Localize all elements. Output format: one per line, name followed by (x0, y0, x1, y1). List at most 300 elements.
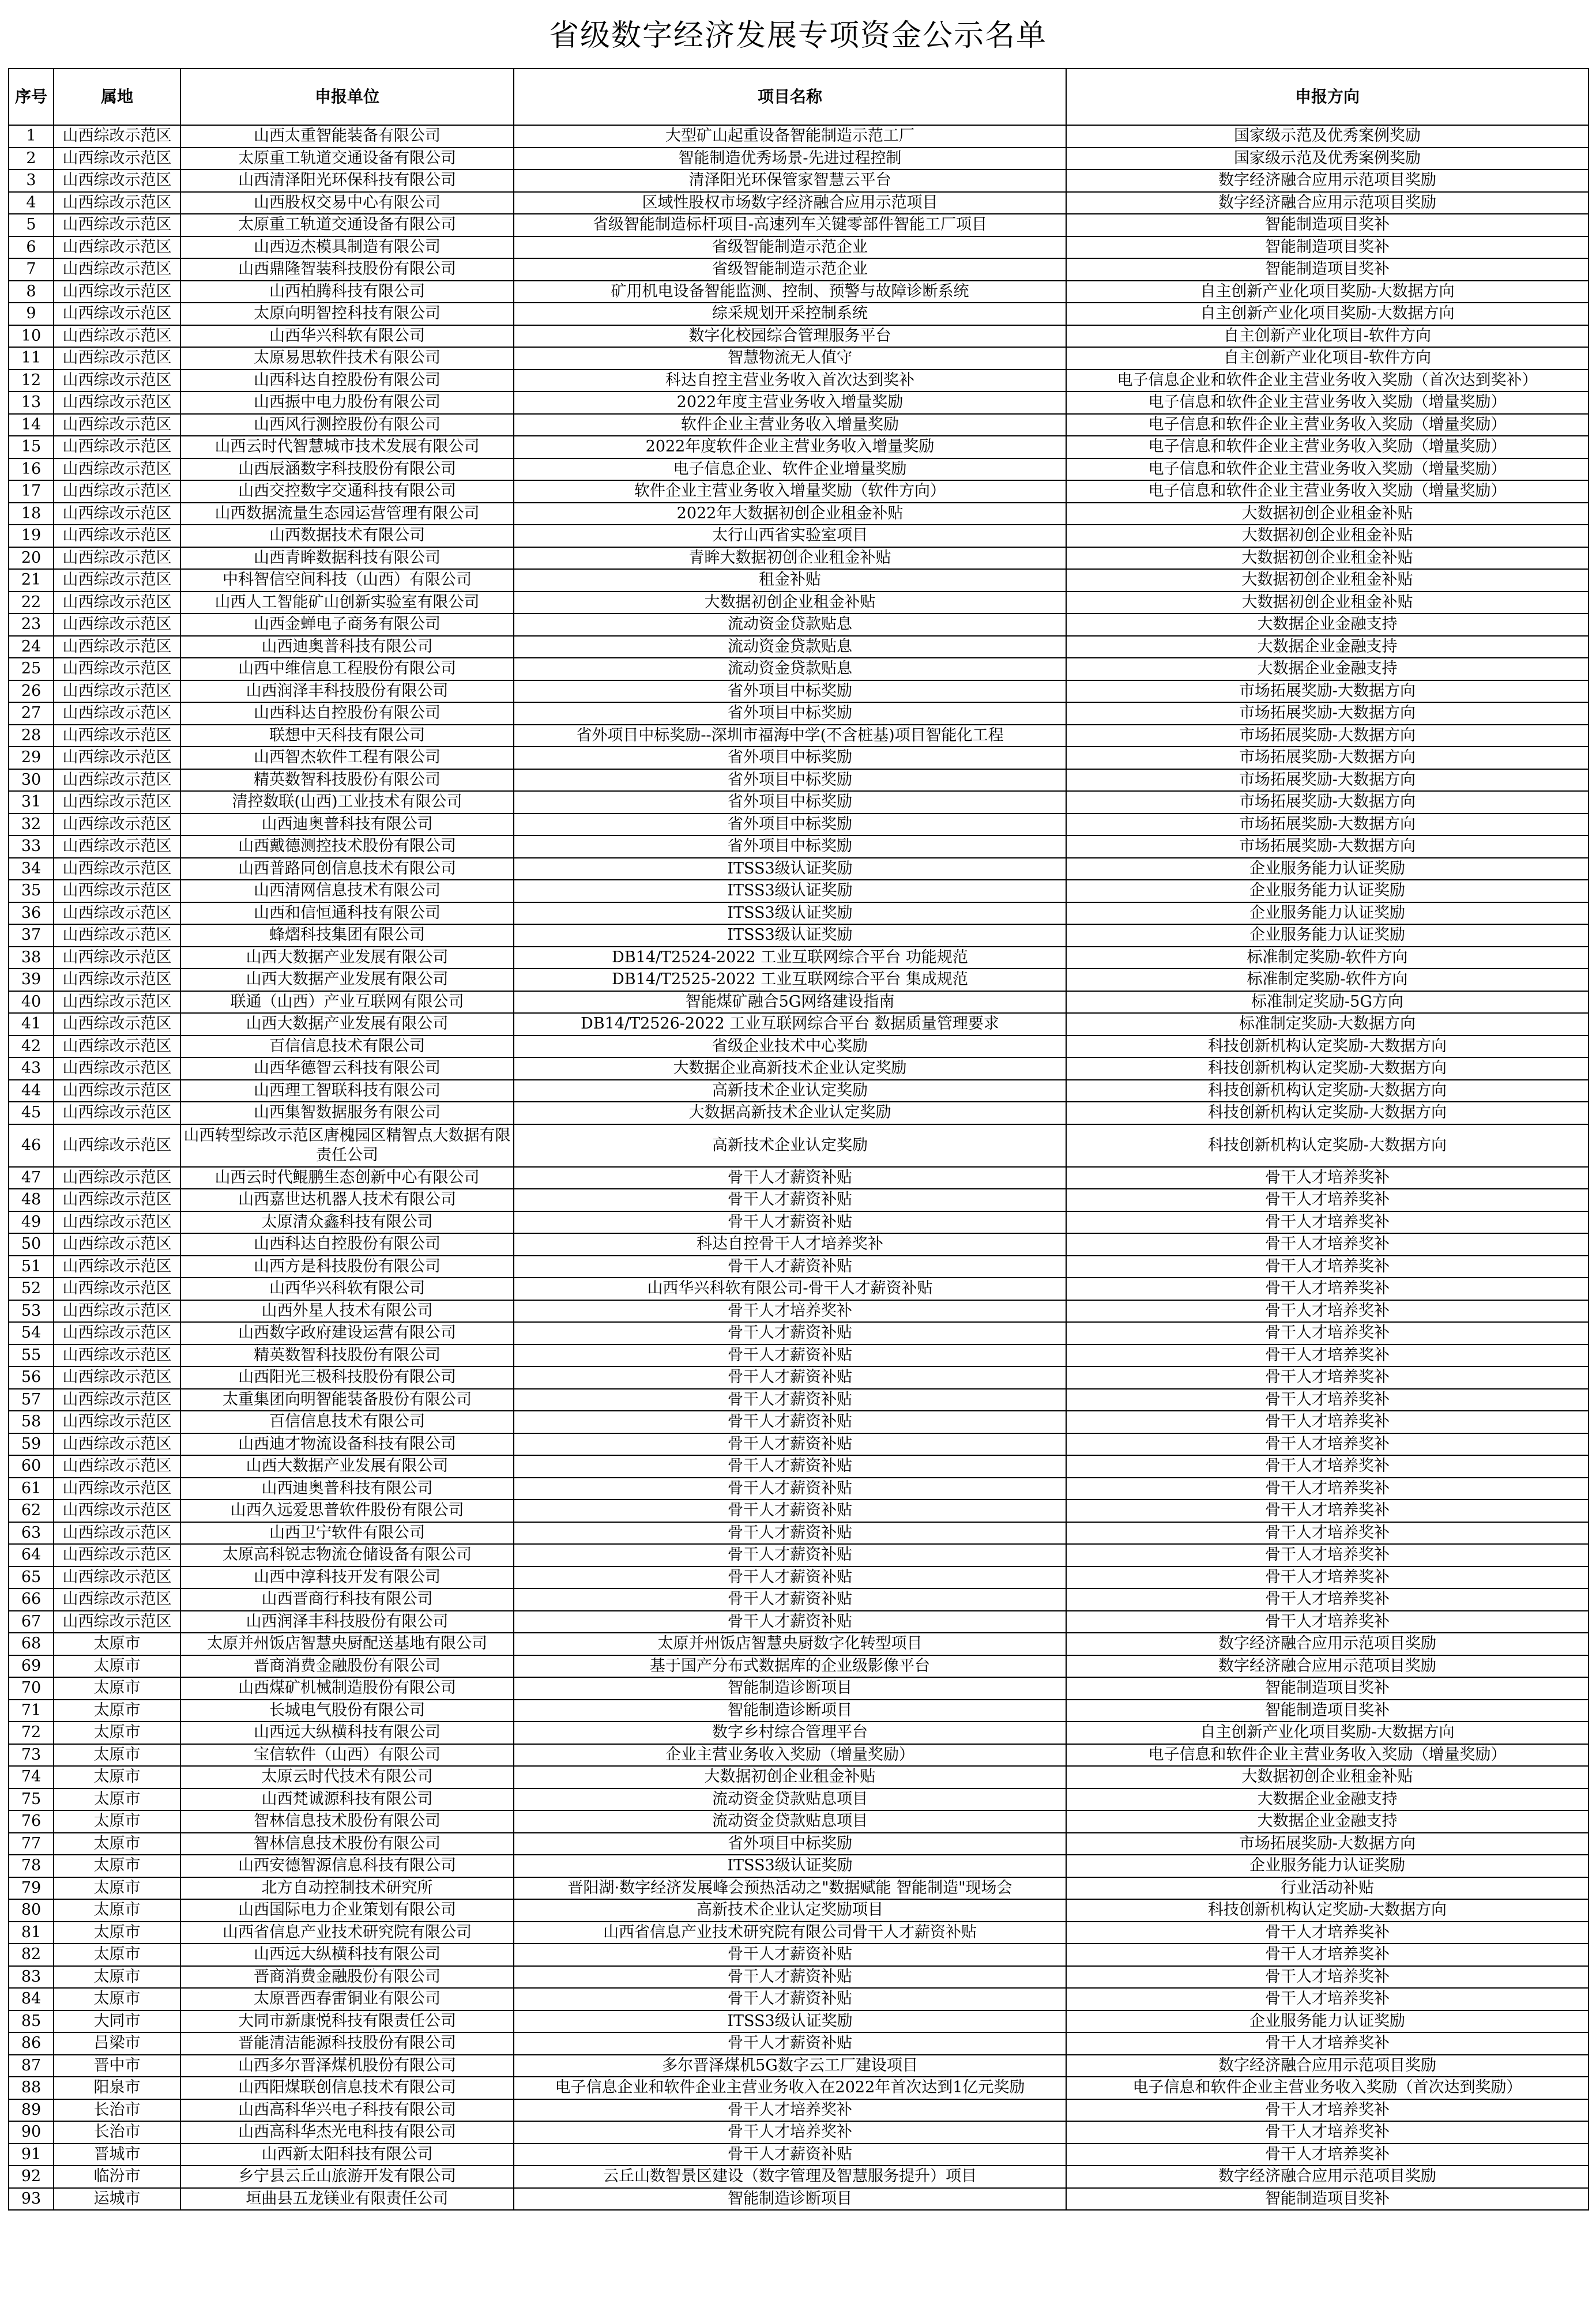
cell-region: 晋城市 (54, 2144, 180, 2166)
cell-project-name: 省外项目中标奖励 (514, 814, 1066, 836)
cell-index: 86 (9, 2032, 54, 2055)
cell-region: 太原市 (54, 1855, 180, 1877)
cell-region: 山西综改示范区 (54, 1102, 180, 1124)
cell-applicant: 山西大数据产业发展有限公司 (180, 947, 514, 969)
table-row (9, 1966, 1589, 1989)
cell-direction: 骨干人才培养奖补 (1066, 2144, 1589, 2166)
cell-project-name: 骨干人才薪资补贴 (514, 1189, 1066, 1211)
cell-region: 山西综改示范区 (54, 125, 180, 148)
cell-region: 山西综改示范区 (54, 1411, 180, 1433)
cell-region: 山西综改示范区 (54, 480, 180, 503)
table-row (9, 1944, 1589, 1966)
cell-region: 太原市 (54, 1922, 180, 1944)
cell-region: 山西综改示范区 (54, 1455, 180, 1478)
cell-index: 13 (9, 391, 54, 414)
cell-index: 10 (9, 325, 54, 348)
table-row (9, 1124, 1589, 1167)
cell-index: 32 (9, 814, 54, 836)
cell-direction: 市场拓展奖励-大数据方向 (1066, 814, 1589, 836)
cell-project-name: 智能制造诊断项目 (514, 1700, 1066, 1722)
cell-index: 1 (9, 125, 54, 148)
cell-index: 70 (9, 1677, 54, 1700)
cell-region: 山西综改示范区 (54, 769, 180, 792)
cell-project-name: 高新技术企业认定奖励项目 (514, 1899, 1066, 1922)
cell-region: 山西综改示范区 (54, 1588, 180, 1611)
cell-project-name: 智慧物流无人值守 (514, 347, 1066, 370)
cell-applicant: 晋能清洁能源科技股份有限公司 (180, 2032, 514, 2055)
cell-region: 太原市 (54, 1966, 180, 1989)
table-row (9, 1102, 1589, 1124)
table-row (9, 1366, 1589, 1389)
cell-region: 阳泉市 (54, 2077, 180, 2099)
cell-direction: 大数据初创企业租金补贴 (1066, 592, 1589, 614)
table-row (9, 1588, 1589, 1611)
cell-applicant: 山西中维信息工程股份有限公司 (180, 658, 514, 680)
cell-applicant: 山西转型综改示范区唐槐园区精智点大数据有限责任公司 (180, 1124, 514, 1167)
cell-applicant: 山西集智数据服务有限公司 (180, 1102, 514, 1124)
cell-project-name: DB14/T2524-2022 工业互联网综合平台 功能规范 (514, 947, 1066, 969)
cell-direction: 骨干人才培养奖补 (1066, 1988, 1589, 2010)
cell-direction: 骨干人才培养奖补 (1066, 1500, 1589, 1522)
cell-direction: 数字经济融合应用示范项目奖励 (1066, 2166, 1589, 2188)
cell-project-name: 骨干人才薪资补贴 (514, 1522, 1066, 1545)
cell-applicant: 山西煤矿机械制造股份有限公司 (180, 1677, 514, 1700)
table-row (9, 1500, 1589, 1522)
cell-region: 山西综改示范区 (54, 991, 180, 1014)
cell-applicant: 山西柏腾科技有限公司 (180, 281, 514, 303)
cell-index: 16 (9, 458, 54, 481)
cell-project-name: 软件企业主营业务收入增量奖励 (514, 414, 1066, 436)
table-row (9, 1611, 1589, 1633)
cell-direction: 电子信息企业和软件企业主营业务收入奖励（首次达到奖补） (1066, 370, 1589, 392)
cell-region: 山西综改示范区 (54, 347, 180, 370)
cell-direction: 智能制造项目奖补 (1066, 1677, 1589, 1700)
cell-direction: 骨干人才培养奖补 (1066, 1278, 1589, 1300)
cell-applicant: 山西华德智云科技有限公司 (180, 1057, 514, 1080)
cell-region: 山西综改示范区 (54, 858, 180, 880)
cell-region: 山西综改示范区 (54, 370, 180, 392)
table-row (9, 1899, 1589, 1922)
cell-project-name: 骨干人才薪资补贴 (514, 1256, 1066, 1278)
cell-project-name: 骨干人才薪资补贴 (514, 1544, 1066, 1567)
cell-project-name: 省外项目中标奖励 (514, 791, 1066, 814)
cell-region: 山西综改示范区 (54, 1278, 180, 1300)
cell-region: 山西综改示范区 (54, 1189, 180, 1211)
cell-index: 15 (9, 436, 54, 458)
cell-applicant: 大同市新康悦科技有限责任公司 (180, 2010, 514, 2033)
table-row (9, 1300, 1589, 1323)
cell-project-name: 大数据高新技术企业认定奖励 (514, 1102, 1066, 1124)
table-row (9, 1189, 1589, 1211)
cell-applicant: 山西迪奥普科技有限公司 (180, 1478, 514, 1500)
cell-project-name: 骨干人才薪资补贴 (514, 1478, 1066, 1500)
cell-direction: 骨干人才培养奖补 (1066, 2121, 1589, 2144)
table-row (9, 924, 1589, 947)
cell-index: 2 (9, 148, 54, 170)
cell-project-name: ITSS3级认证奖励 (514, 2010, 1066, 2033)
cell-index: 11 (9, 347, 54, 370)
cell-region: 山西综改示范区 (54, 1080, 180, 1102)
cell-index: 93 (9, 2188, 54, 2211)
cell-region: 长治市 (54, 2121, 180, 2144)
cell-applicant: 联通（山西）产业互联网有限公司 (180, 991, 514, 1014)
cell-project-name: 大数据企业高新技术企业认定奖励 (514, 1057, 1066, 1080)
cell-project-name: 省级企业技术中心奖励 (514, 1035, 1066, 1058)
cell-index: 68 (9, 1633, 54, 1655)
cell-region: 山西综改示范区 (54, 880, 180, 902)
cell-project-name: 骨干人才薪资补贴 (514, 1966, 1066, 1989)
cell-region: 山西综改示范区 (54, 569, 180, 592)
cell-index: 71 (9, 1700, 54, 1722)
cell-project-name: 电子信息企业、软件企业增量奖励 (514, 458, 1066, 481)
table-row (9, 458, 1589, 481)
table-row (9, 747, 1589, 769)
cell-direction: 自主创新产业化项目奖励-大数据方向 (1066, 281, 1589, 303)
cell-project-name: ITSS3级认证奖励 (514, 902, 1066, 925)
cell-region: 山西综改示范区 (54, 1389, 180, 1411)
cell-applicant: 北方自动控制技术研究所 (180, 1877, 514, 1900)
cell-region: 太原市 (54, 1988, 180, 2010)
cell-region: 临汾市 (54, 2166, 180, 2188)
cell-direction: 智能制造项目奖补 (1066, 236, 1589, 259)
cell-direction: 市场拓展奖励-大数据方向 (1066, 680, 1589, 703)
cell-direction: 企业服务能力认证奖励 (1066, 902, 1589, 925)
cell-index: 14 (9, 414, 54, 436)
cell-project-name: 云丘山数智景区建设（数字管理及智慧服务提升）项目 (514, 2166, 1066, 2188)
cell-index: 72 (9, 1722, 54, 1744)
cell-index: 18 (9, 503, 54, 525)
cell-index: 47 (9, 1167, 54, 1189)
cell-index: 84 (9, 1988, 54, 2010)
table-row (9, 902, 1589, 925)
cell-applicant: 山西润泽丰科技股份有限公司 (180, 680, 514, 703)
cell-applicant: 山西大数据产业发展有限公司 (180, 1013, 514, 1035)
cell-region: 山西综改示范区 (54, 791, 180, 814)
cell-index: 79 (9, 1877, 54, 1900)
cell-project-name: 省级智能制造示范企业 (514, 258, 1066, 281)
table-row (9, 2010, 1589, 2033)
cell-direction: 科技创新机构认定奖励-大数据方向 (1066, 1057, 1589, 1080)
cell-applicant: 山西久远爱思普软件股份有限公司 (180, 1500, 514, 1522)
table-row (9, 1788, 1589, 1811)
cell-direction: 骨干人才培养奖补 (1066, 1544, 1589, 1567)
cell-applicant: 长城电气股份有限公司 (180, 1700, 514, 1722)
cell-applicant: 山西迪奥普科技有限公司 (180, 636, 514, 658)
cell-project-name: 智能煤矿融合5G网络建设指南 (514, 991, 1066, 1014)
cell-region: 山西综改示范区 (54, 1211, 180, 1234)
cell-project-name: 骨干人才薪资补贴 (514, 1455, 1066, 1478)
cell-direction: 企业服务能力认证奖励 (1066, 924, 1589, 947)
cell-project-name: 省外项目中标奖励 (514, 835, 1066, 858)
cell-index: 60 (9, 1455, 54, 1478)
header-project-name: 项目名称 (514, 69, 1066, 125)
cell-direction: 电子信息和软件企业主营业务收入奖励（首次达到奖励） (1066, 2077, 1589, 2099)
cell-applicant: 太原重工轨道交通设备有限公司 (180, 214, 514, 236)
cell-region: 山西综改示范区 (54, 503, 180, 525)
cell-project-name: 大数据初创企业租金补贴 (514, 1766, 1066, 1788)
cell-direction: 骨干人才培养奖补 (1066, 1611, 1589, 1633)
cell-region: 吕梁市 (54, 2032, 180, 2055)
cell-region: 山西综改示范区 (54, 747, 180, 769)
cell-region: 山西综改示范区 (54, 725, 180, 747)
table-row (9, 1677, 1589, 1700)
cell-project-name: 骨干人才薪资补贴 (514, 2144, 1066, 2166)
cell-index: 24 (9, 636, 54, 658)
cell-region: 山西综改示范区 (54, 525, 180, 547)
cell-index: 27 (9, 702, 54, 725)
cell-project-name: 省外项目中标奖励--深圳市福海中学(不含桩基)项目智能化工程 (514, 725, 1066, 747)
cell-region: 长治市 (54, 2099, 180, 2122)
cell-index: 92 (9, 2166, 54, 2188)
cell-applicant: 山西晋商行科技有限公司 (180, 1588, 514, 1611)
cell-region: 山西综改示范区 (54, 835, 180, 858)
table-row (9, 969, 1589, 991)
cell-region: 山西综改示范区 (54, 414, 180, 436)
cell-applicant: 山西数字政府建设运营有限公司 (180, 1322, 514, 1345)
cell-index: 80 (9, 1899, 54, 1922)
cell-applicant: 山西鼎隆智装科技股份有限公司 (180, 258, 514, 281)
cell-region: 山西综改示范区 (54, 658, 180, 680)
cell-direction: 数字经济融合应用示范项目奖励 (1066, 170, 1589, 192)
cell-applicant: 乡宁县云丘山旅游开发有限公司 (180, 2166, 514, 2188)
cell-applicant: 太原并州饭店智慧央厨配送基地有限公司 (180, 1633, 514, 1655)
cell-project-name: 骨干人才薪资补贴 (514, 2032, 1066, 2055)
cell-region: 山西综改示范区 (54, 1500, 180, 1522)
cell-region: 太原市 (54, 1788, 180, 1811)
cell-direction: 自主创新产业化项目-软件方向 (1066, 325, 1589, 348)
cell-direction: 市场拓展奖励-大数据方向 (1066, 1833, 1589, 1855)
cell-direction: 自主创新产业化项目-软件方向 (1066, 347, 1589, 370)
cell-applicant: 精英数智科技股份有限公司 (180, 1345, 514, 1367)
cell-index: 12 (9, 370, 54, 392)
cell-index: 51 (9, 1256, 54, 1278)
cell-applicant: 山西华兴科软有限公司 (180, 1278, 514, 1300)
table-row (9, 347, 1589, 370)
cell-index: 74 (9, 1766, 54, 1788)
cell-direction: 科技创新机构认定奖励-大数据方向 (1066, 1102, 1589, 1124)
cell-direction: 骨干人才培养奖补 (1066, 1433, 1589, 1456)
cell-applicant: 太原重工轨道交通设备有限公司 (180, 148, 514, 170)
cell-direction: 骨干人才培养奖补 (1066, 1167, 1589, 1189)
cell-applicant: 山西中淳科技开发有限公司 (180, 1567, 514, 1589)
cell-region: 太原市 (54, 1944, 180, 1966)
table-row (9, 725, 1589, 747)
cell-applicant: 山西梵诚源科技有限公司 (180, 1788, 514, 1811)
table-row (9, 125, 1589, 148)
cell-direction: 智能制造项目奖补 (1066, 258, 1589, 281)
table-row (9, 658, 1589, 680)
table-header-row (9, 69, 1589, 125)
cell-project-name: 骨干人才薪资补贴 (514, 1433, 1066, 1456)
cell-region: 山西综改示范区 (54, 1345, 180, 1367)
cell-applicant: 山西高科华兴电子科技有限公司 (180, 2099, 514, 2122)
cell-applicant: 山西嘉世达机器人技术有限公司 (180, 1189, 514, 1211)
cell-direction: 市场拓展奖励-大数据方向 (1066, 835, 1589, 858)
cell-project-name: 骨干人才培养奖补 (514, 2099, 1066, 2122)
cell-project-name: 省外项目中标奖励 (514, 702, 1066, 725)
cell-direction: 骨干人才培养奖补 (1066, 1522, 1589, 1545)
fund-list-table (8, 68, 1589, 2211)
cell-applicant: 太原云时代技术有限公司 (180, 1766, 514, 1788)
cell-project-name: 科达自控骨干人才培养奖补 (514, 1233, 1066, 1256)
cell-index: 41 (9, 1013, 54, 1035)
cell-project-name: 基于国产分布式数据库的企业级影像平台 (514, 1655, 1066, 1678)
cell-index: 22 (9, 592, 54, 614)
cell-region: 山西综改示范区 (54, 1433, 180, 1456)
cell-direction: 电子信息和软件企业主营业务收入奖励（增量奖励） (1066, 414, 1589, 436)
table-row (9, 569, 1589, 592)
cell-project-name: 骨干人才薪资补贴 (514, 1588, 1066, 1611)
cell-project-name: 软件企业主营业务收入增量奖励（软件方向） (514, 480, 1066, 503)
cell-direction: 企业服务能力认证奖励 (1066, 880, 1589, 902)
cell-index: 87 (9, 2055, 54, 2077)
cell-project-name: 青眸大数据初创企业租金补贴 (514, 547, 1066, 570)
cell-applicant: 山西卫宁软件有限公司 (180, 1522, 514, 1545)
cell-project-name: 流动资金贷款贴息 (514, 613, 1066, 636)
cell-index: 23 (9, 613, 54, 636)
cell-direction: 电子信息和软件企业主营业务收入奖励（增量奖励） (1066, 1744, 1589, 1767)
cell-region: 太原市 (54, 1677, 180, 1700)
cell-applicant: 山西省信息产业技术研究院有限公司 (180, 1922, 514, 1944)
cell-direction: 大数据初创企业租金补贴 (1066, 1766, 1589, 1788)
cell-index: 4 (9, 192, 54, 214)
cell-applicant: 山西普路同创信息技术有限公司 (180, 858, 514, 880)
cell-direction: 骨干人才培养奖补 (1066, 1345, 1589, 1367)
cell-index: 57 (9, 1389, 54, 1411)
cell-project-name: ITSS3级认证奖励 (514, 1855, 1066, 1877)
cell-applicant: 山西润泽丰科技股份有限公司 (180, 1611, 514, 1633)
cell-index: 8 (9, 281, 54, 303)
cell-index: 3 (9, 170, 54, 192)
table-row (9, 503, 1589, 525)
cell-direction: 科技创新机构认定奖励-大数据方向 (1066, 1124, 1589, 1167)
table-row (9, 1080, 1589, 1102)
cell-index: 46 (9, 1124, 54, 1167)
cell-applicant: 宝信软件（山西）有限公司 (180, 1744, 514, 1767)
cell-project-name: 电子信息企业和软件企业主营业务收入在2022年首次达到1亿元奖励 (514, 2077, 1066, 2099)
table-row (9, 148, 1589, 170)
cell-applicant: 山西科达自控股份有限公司 (180, 702, 514, 725)
cell-region: 山西综改示范区 (54, 902, 180, 925)
table-row (9, 1322, 1589, 1345)
cell-applicant: 垣曲县五龙镁业有限责任公司 (180, 2188, 514, 2211)
table-row (9, 1522, 1589, 1545)
table-row (9, 436, 1589, 458)
cell-applicant: 精英数智科技股份有限公司 (180, 769, 514, 792)
cell-index: 44 (9, 1080, 54, 1102)
cell-direction: 企业服务能力认证奖励 (1066, 2010, 1589, 2033)
cell-index: 64 (9, 1544, 54, 1567)
table-row (9, 1411, 1589, 1433)
cell-index: 82 (9, 1944, 54, 1966)
cell-project-name: 骨干人才培养奖补 (514, 2121, 1066, 2144)
table-row (9, 947, 1589, 969)
cell-index: 73 (9, 1744, 54, 1767)
cell-applicant: 山西大数据产业发展有限公司 (180, 1455, 514, 1478)
cell-applicant: 山西迪奥普科技有限公司 (180, 814, 514, 836)
table-row (9, 791, 1589, 814)
cell-index: 58 (9, 1411, 54, 1433)
cell-direction: 大数据初创企业租金补贴 (1066, 547, 1589, 570)
cell-direction: 智能制造项目奖补 (1066, 1700, 1589, 1722)
header-region: 属地 (54, 69, 180, 125)
cell-project-name: 综采规划开采控制系统 (514, 303, 1066, 325)
table-row (9, 835, 1589, 858)
cell-direction: 骨干人才培养奖补 (1066, 1211, 1589, 1234)
cell-applicant: 清控数联(山西)工业技术有限公司 (180, 791, 514, 814)
cell-project-name: 高新技术企业认定奖励 (514, 1124, 1066, 1167)
cell-index: 49 (9, 1211, 54, 1234)
cell-region: 晋中市 (54, 2055, 180, 2077)
cell-index: 81 (9, 1922, 54, 1944)
cell-direction: 标准制定奖励-5G方向 (1066, 991, 1589, 1014)
cell-project-name: 骨干人才薪资补贴 (514, 1567, 1066, 1589)
cell-index: 43 (9, 1057, 54, 1080)
table-row (9, 814, 1589, 836)
cell-index: 88 (9, 2077, 54, 2099)
cell-direction: 市场拓展奖励-大数据方向 (1066, 791, 1589, 814)
table-row (9, 880, 1589, 902)
cell-region: 山西综改示范区 (54, 613, 180, 636)
cell-applicant: 山西远大纵横科技有限公司 (180, 1944, 514, 1966)
table-row (9, 2032, 1589, 2055)
table-row (9, 2166, 1589, 2188)
cell-direction: 电子信息和软件企业主营业务收入奖励（增量奖励） (1066, 458, 1589, 481)
cell-index: 63 (9, 1522, 54, 1545)
cell-region: 山西综改示范区 (54, 1300, 180, 1323)
table-row (9, 2144, 1589, 2166)
cell-project-name: 省外项目中标奖励 (514, 747, 1066, 769)
cell-region: 山西综改示范区 (54, 1233, 180, 1256)
cell-project-name: 数字化校园综合管理服务平台 (514, 325, 1066, 348)
cell-project-name: 高新技术企业认定奖励 (514, 1080, 1066, 1102)
cell-project-name: 数字乡村综合管理平台 (514, 1722, 1066, 1744)
cell-project-name: 骨干人才薪资补贴 (514, 1944, 1066, 1966)
cell-project-name: 省级智能制造标杆项目-高速列车关键零部件智能工厂项目 (514, 214, 1066, 236)
cell-region: 太原市 (54, 1899, 180, 1922)
cell-region: 山西综改示范区 (54, 1522, 180, 1545)
cell-applicant: 山西股权交易中心有限公司 (180, 192, 514, 214)
cell-direction: 企业服务能力认证奖励 (1066, 1855, 1589, 1877)
table-row (9, 1988, 1589, 2010)
cell-direction: 大数据初创企业租金补贴 (1066, 569, 1589, 592)
cell-applicant: 山西理工智联科技有限公司 (180, 1080, 514, 1102)
cell-applicant: 太原易思软件技术有限公司 (180, 347, 514, 370)
cell-applicant: 山西数据流量生态园运营管理有限公司 (180, 503, 514, 525)
cell-applicant: 山西青眸数据科技有限公司 (180, 547, 514, 570)
cell-index: 54 (9, 1322, 54, 1345)
cell-direction: 骨干人才培养奖补 (1066, 1455, 1589, 1478)
cell-index: 21 (9, 569, 54, 592)
cell-index: 30 (9, 769, 54, 792)
cell-index: 69 (9, 1655, 54, 1678)
cell-project-name: 骨干人才薪资补贴 (514, 1345, 1066, 1367)
page-title: 省级数字经济发展专项资金公示名单 (548, 18, 1047, 53)
table-row (9, 170, 1589, 192)
cell-direction: 智能制造项目奖补 (1066, 214, 1589, 236)
cell-applicant: 山西阳光三极科技股份有限公司 (180, 1366, 514, 1389)
cell-project-name: 骨干人才薪资补贴 (514, 1411, 1066, 1433)
cell-region: 山西综改示范区 (54, 1167, 180, 1189)
cell-project-name: 骨干人才薪资补贴 (514, 1366, 1066, 1389)
cell-index: 89 (9, 2099, 54, 2122)
cell-region: 山西综改示范区 (54, 258, 180, 281)
cell-applicant: 智林信息技术股份有限公司 (180, 1833, 514, 1855)
cell-direction: 大数据企业金融支持 (1066, 613, 1589, 636)
table-row (9, 1722, 1589, 1744)
cell-direction: 标准制定奖励-软件方向 (1066, 969, 1589, 991)
cell-index: 50 (9, 1233, 54, 1256)
